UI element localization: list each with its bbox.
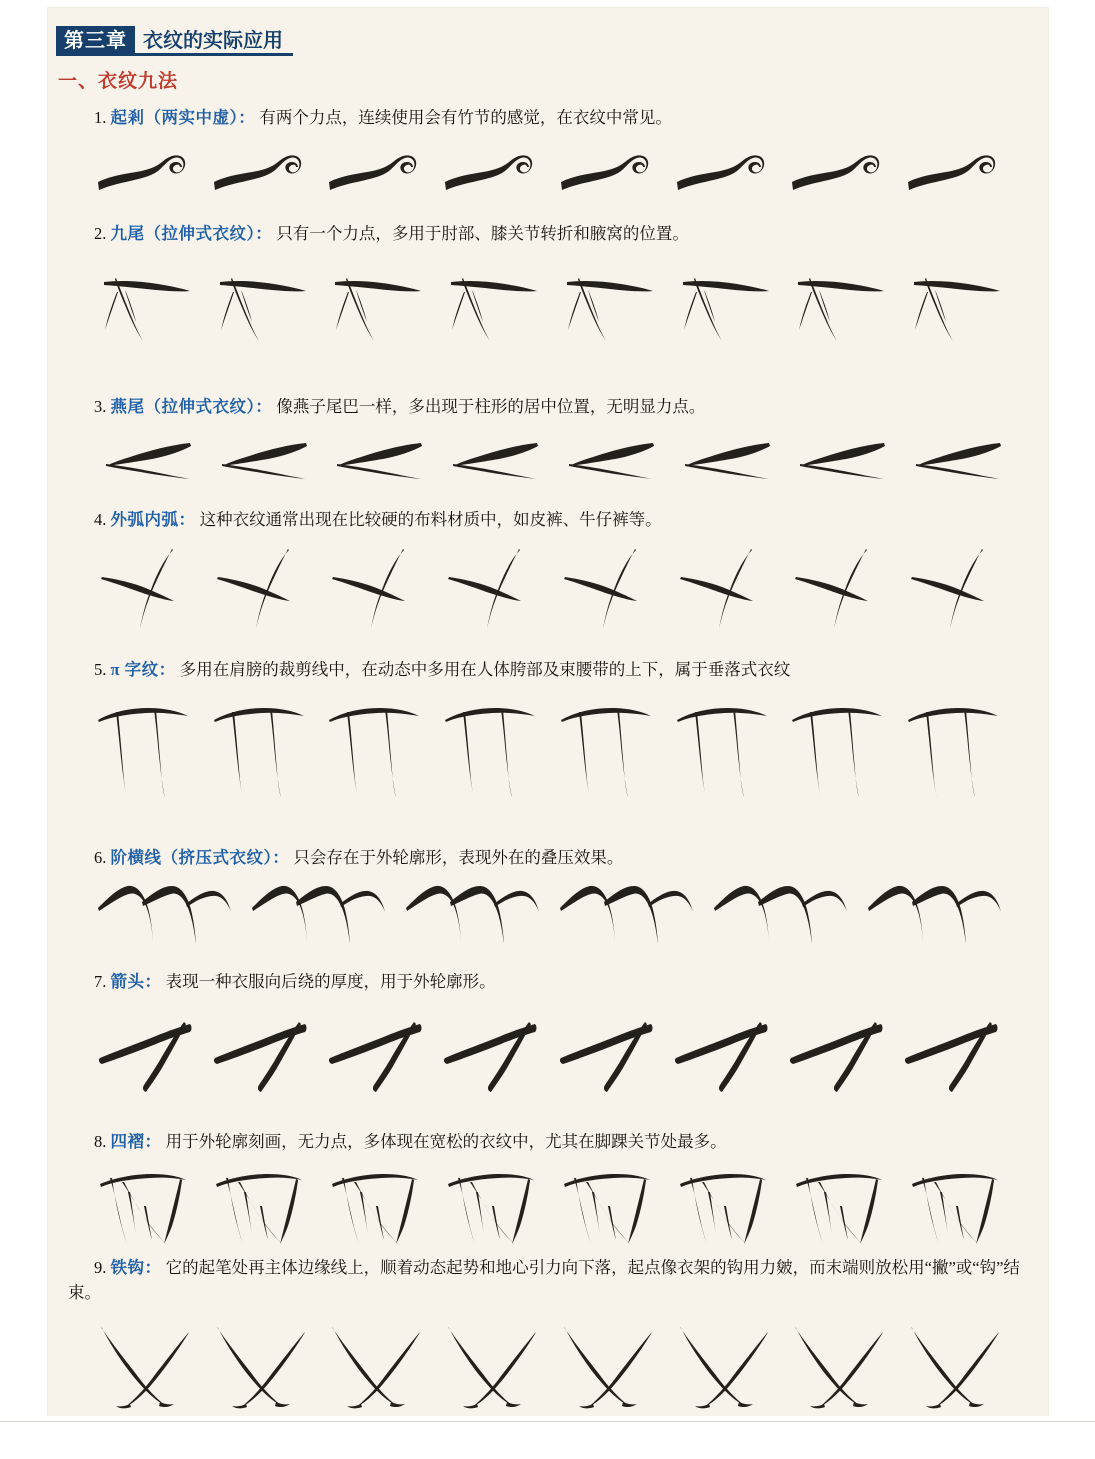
entry-8-term: 四褶： [110,1132,162,1151]
entry-8-desc: 用于外轮廓刻画，无力点，多体现在宽松的衣纹中，尤其在脚踝关节处最多。 [165,1132,727,1151]
chapter-header [56,26,293,56]
stroke-nine-tail-7 [788,260,888,342]
footer-divider [0,1421,1095,1422]
stroke-step-line-5 [710,880,850,962]
entry-4-figure-row [94,543,1004,633]
entry-3-text [94,395,1024,420]
stroke-arrow-5 [555,1008,659,1094]
entry-9-number: 9. [94,1258,107,1277]
stroke-swallow-tail-3 [325,433,425,483]
stroke-iron-hook-4 [441,1318,541,1410]
entry-1-number: 1. [94,108,107,127]
stroke-nine-tail-4 [441,260,541,342]
chapter-tag: 第三章 [56,26,135,56]
stroke-arc-7 [788,543,888,633]
entry-9-desc: 它的起笔处再主体边缘线上，顺着动态起势和地心引力向下落，起点像衣架的钩用力皴，而末端则放松用“撇”或“钩”结束。 [68,1258,1020,1302]
section-title: 一、衣纹九法 [58,71,179,92]
stroke-iron-hook-6 [673,1318,773,1410]
page-title: 衣纹的实际应用 [135,26,293,56]
stroke-nine-tail-5 [557,260,657,342]
stroke-swallow-tail-7 [788,433,888,483]
stroke-iron-hook-2 [210,1318,310,1410]
stroke-nine-tail-8 [904,260,1004,342]
entry-7-number: 7. [94,972,107,991]
document-page [48,8,1048,1416]
stroke-swallow-tail-1 [94,433,194,483]
entry-3-term: 燕尾（拉伸式衣纹）： [110,397,273,416]
stroke-four-fold-1 [94,1166,192,1250]
page-margin-right [1048,0,1095,1459]
stroke-arc-2 [210,543,310,633]
stroke-pi-8 [904,698,1004,798]
entry-5-desc: 多用在肩膀的裁剪线中，在动态中多用在人体胯部及束腰带的上下，属于垂落式衣纹 [179,660,791,679]
stroke-hook-3 [325,146,425,202]
stroke-nine-tail-2 [210,260,310,342]
entry-4-term: 外弧内弧： [110,510,196,529]
entry-4-number: 4. [94,510,107,529]
entry-8-number: 8. [94,1132,107,1151]
stroke-step-line-6 [864,880,1004,962]
stroke-arc-5 [557,543,657,633]
stroke-pi-4 [441,698,541,798]
entry-5-number: 5. [94,660,107,679]
stroke-arrow-7 [785,1008,889,1094]
stroke-iron-hook-5 [557,1318,657,1410]
entry-7-text [94,970,1024,995]
stroke-pi-7 [788,698,888,798]
stroke-hook-7 [788,146,888,202]
stroke-hook-8 [904,146,1004,202]
stroke-arrow-6 [670,1008,774,1094]
stroke-four-fold-2 [210,1166,308,1250]
stroke-arrow-2 [209,1008,313,1094]
entry-6-desc: 只会存在于外轮廓形，表现外在的叠压效果。 [293,848,624,867]
stroke-arc-3 [325,543,425,633]
stroke-pi-3 [325,698,425,798]
entry-1-text [94,106,1024,131]
entry-4-desc: 这种衣纹通常出现在比较硬的布料材质中，如皮裤、牛仔裤等。 [199,510,662,529]
entry-2-text [94,222,1024,247]
stroke-four-fold-3 [326,1166,424,1250]
entry-7-figure-row [94,1008,1004,1094]
stroke-iron-hook-8 [904,1318,1004,1410]
entry-7-desc: 表现一种衣服向后绕的厚度，用于外轮廓形。 [165,972,496,991]
stroke-iron-hook-7 [788,1318,888,1410]
stroke-arc-8 [904,543,1004,633]
entry-4-text [94,508,1024,533]
page-margin-left [0,0,48,1459]
stroke-arrow-1 [94,1008,198,1094]
entry-3-figure-row [94,433,1004,483]
page-footer-area [0,1416,1095,1459]
entry-2-figure-row [94,260,1004,342]
stroke-step-line-2 [248,880,388,962]
entry-5-text [94,658,1024,683]
entry-2-term: 九尾（拉伸式衣纹）： [110,224,273,243]
entry-9-text [68,1256,1028,1306]
stroke-nine-tail-6 [673,260,773,342]
entry-6-term: 阶横线（挤压式衣纹）： [110,848,290,867]
stroke-arc-4 [441,543,541,633]
stroke-pi-1 [94,698,194,798]
stroke-hook-1 [94,146,194,202]
stroke-arrow-4 [439,1008,543,1094]
stroke-swallow-tail-4 [441,433,541,483]
entry-2-desc: 只有一个力点，多用于肘部、膝关节转折和腋窝的位置。 [276,224,689,243]
entry-5-term: π 字纹： [110,660,176,679]
stroke-arrow-8 [900,1008,1004,1094]
stroke-four-fold-7 [790,1166,888,1250]
stroke-pi-5 [557,698,657,798]
stroke-hook-4 [441,146,541,202]
entry-3-desc: 像燕子尾巴一样，多出现于柱形的居中位置，无明显力点。 [276,397,706,416]
entry-8-text [94,1130,1024,1155]
entry-1-figure-row [94,146,1004,202]
stroke-iron-hook-1 [94,1318,194,1410]
stroke-arc-6 [673,543,773,633]
stroke-hook-2 [210,146,310,202]
entry-1-term: 起剎（两实中虚）： [110,108,256,127]
stroke-four-fold-4 [442,1166,540,1250]
stroke-four-fold-8 [906,1166,1004,1250]
entry-9-term: 铁钩： [110,1258,162,1277]
entry-3-number: 3. [94,397,107,416]
entry-9-figure-row [94,1318,1004,1410]
entry-1-desc: 有两个力点，连续使用会有竹节的感觉，在衣纹中常见。 [259,108,672,127]
entry-6-number: 6. [94,848,107,867]
stroke-step-line-1 [94,880,234,962]
entry-6-figure-row [94,880,1004,962]
stroke-pi-6 [673,698,773,798]
stroke-hook-5 [557,146,657,202]
entry-7-term: 箭头： [110,972,162,991]
stroke-swallow-tail-2 [210,433,310,483]
entry-5-figure-row [94,698,1004,798]
stroke-step-line-4 [556,880,696,962]
stroke-swallow-tail-8 [904,433,1004,483]
stroke-four-fold-6 [674,1166,772,1250]
entry-2-number: 2. [94,224,107,243]
stroke-hook-6 [673,146,773,202]
entry-8-figure-row [94,1166,1004,1250]
stroke-pi-2 [210,698,310,798]
stroke-arrow-3 [324,1008,428,1094]
stroke-iron-hook-3 [325,1318,425,1410]
stroke-swallow-tail-5 [557,433,657,483]
entry-6-text [94,846,1024,871]
stroke-nine-tail-3 [325,260,425,342]
stroke-swallow-tail-6 [673,433,773,483]
stroke-four-fold-5 [558,1166,656,1250]
stroke-step-line-3 [402,880,542,962]
stroke-arc-1 [94,543,194,633]
stroke-nine-tail-1 [94,260,194,342]
